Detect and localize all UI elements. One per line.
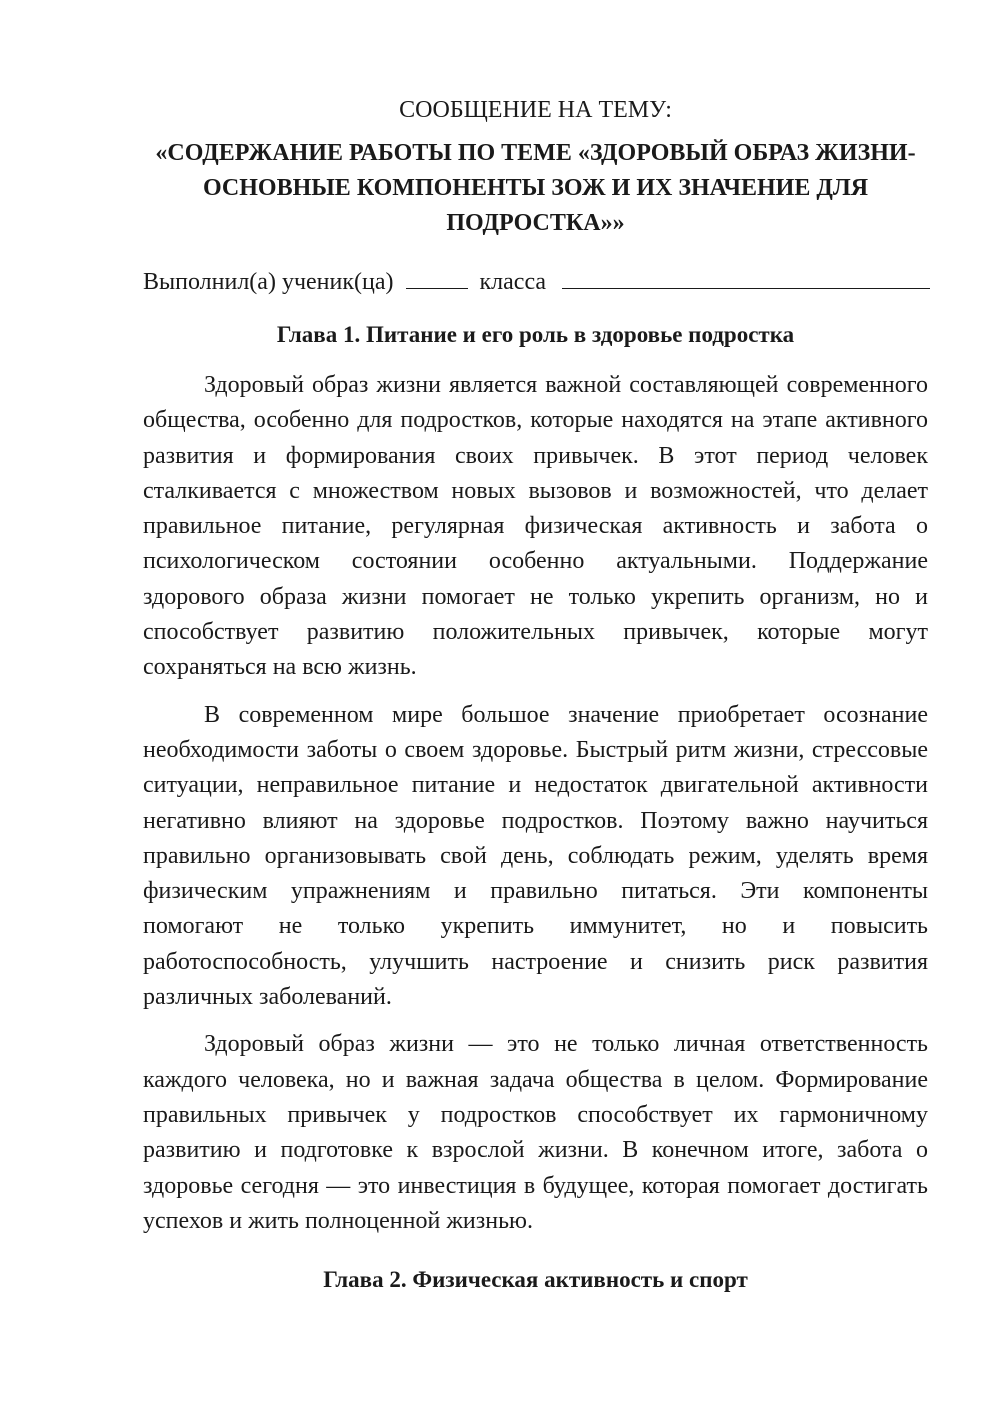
chapter-2-title: Глава 2. Физическая активность и спорт bbox=[323, 1267, 748, 1293]
document-title: «СОДЕРЖАНИЕ РАБОТЫ ПО ТЕМЕ «ЗДОРОВЫЙ ОБРАЗ ЖИЗНИ- ОСНОВНЫЕ КОМПОНЕНТЫ ЗОЖ И ИХ ЗНАЧЕНИЕ ДЛЯ ПОДРОСТКА»» bbox=[155, 140, 916, 236]
chapter-1-paragraph: Здоровый образ жизни — это не только личная ответственность каждого человека, но и важная задача общества в целом. Формирование правильных привычек у подростков способствует их гармоничному развитию и подготовке к взрослой жизни. В конечном итоге, забота о здоровье сегодня — это инвестиция в будущее, которая помогает достигать успехов и жить полноценной жизнью. bbox=[143, 1031, 928, 1234]
class-blank-field bbox=[406, 264, 468, 289]
author-line bbox=[143, 264, 928, 300]
document-page bbox=[143, 88, 928, 1297]
chapter-1-paragraph: В современном мире большое значение приобретает осознание необходимости заботы о своем здоровье. Быстрый ритм жизни, стрессовые ситуации, неправильное питание и недостаток двигательной активности негативно влияют на здоровье подростков. Поэтому важно научиться правильно организовывать свой день, соблюдать режим, уделять время физическим упражнениям и правильно питаться. Эти компоненты помогают не только укрепить иммунитет, но и повысить работоспособность, улучшить настроение и снизить риск развития различных заболеваний. bbox=[143, 701, 928, 1011]
performed-by-label: Выполнил(а) ученик(ца) bbox=[143, 269, 394, 295]
chapter-1-paragraph: Здоровый образ жизни является важной составляющей современного общества, особенно для подростков, которые находятся на этапе активного развития и формирования своих привычек. В этот период человек сталкивается с множеством новых вызовов и возможностей, что делает правильное питание, регулярная физическая активность и забота о психологическом состоянии особенно актуальными. Поддержание здорового образа жизни помогает не только укрепить организм, но и способствует развитию положительных привычек, которые могут сохраняться на всю жизнь. bbox=[143, 372, 928, 681]
name-blank-field bbox=[562, 264, 930, 289]
chapter-1-title: Глава 1. Питание и его роль в здоровье подростка bbox=[276, 322, 795, 347]
subject-line: СООБЩЕНИЕ НА ТЕМУ: bbox=[399, 97, 672, 123]
class-label: класса bbox=[479, 269, 547, 295]
